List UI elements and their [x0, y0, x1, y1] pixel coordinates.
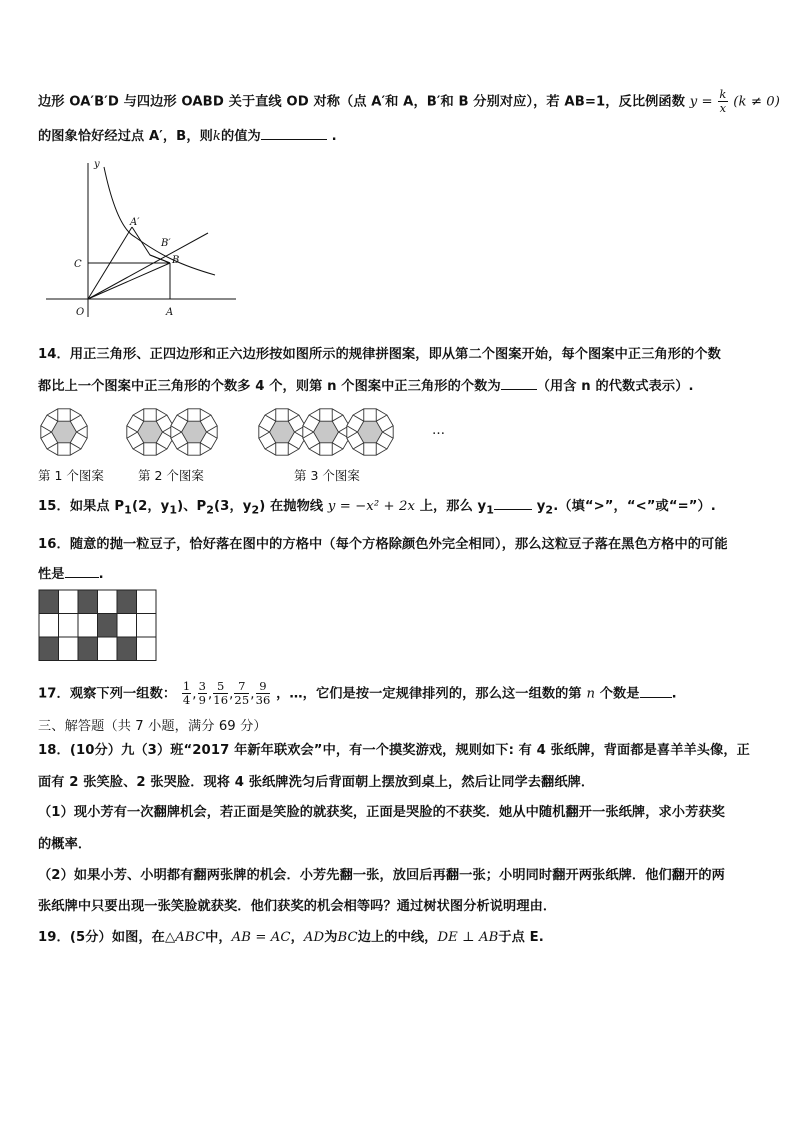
sequence-fraction: $\frac{3}{9}$: [198, 679, 206, 707]
fn-lhs: y =: [689, 94, 713, 110]
grid-cell-white: [137, 614, 157, 638]
parabola-formula: y = −x² + 2x: [327, 499, 415, 514]
caption-pattern-2: 第 2 个图案: [138, 468, 204, 483]
label-C: C: [74, 259, 82, 270]
answer-blank[interactable]: [501, 389, 537, 390]
probability-grid: [38, 589, 158, 662]
p15-line: 15．如果点 $P_1(2$，$y_1$)、$P_2(3$，$y_2$) 在抛物线 y = −x² + 2x 上，那么 $y_1$ $y_2$.（填“>”，“<”或“=”）.: [38, 499, 716, 517]
fn-fraction: $\frac{k}{x}$: [719, 87, 727, 115]
sequence-fraction: $\frac{7}{25}$: [234, 679, 250, 707]
grid-cell-white: [59, 637, 79, 661]
pattern-ellipsis: …: [432, 423, 445, 438]
p18-line1: 18．(10分）九（3）班“2017 年新年联欢会”中，有一个摸奖游戏，规则如下: 有 4 张纸牌，背面都是喜羊羊头像，正: [38, 743, 750, 758]
p17-line: 17．观察下列一组数： $\frac{1}{4}$ , $\frac{3}{9}$ , $\frac{5}{16}$ , $\frac{7}{25}$ , $\frac{9}{36}$ ，…，它们是按一定规律排列的，那么这一组数的第 n 个数是 .: [38, 679, 677, 707]
caption-pattern-1: 第 1 个图案: [38, 468, 104, 483]
grid-cell-white: [39, 614, 59, 638]
p19-line: 19．(5分）如图，在△ABC中，AB = AC，AD为BC边上的中线，DE ⊥ AB于点 E.: [38, 930, 544, 945]
line-OD: [88, 233, 208, 299]
grid-cell-black: [39, 590, 59, 614]
answer-blank[interactable]: [640, 697, 672, 698]
grid-cell-white: [78, 614, 98, 638]
grid-cell-white: [137, 590, 157, 614]
segment-B-prime-B: [150, 255, 170, 263]
grid-cell-white: [59, 614, 79, 638]
coordinate-graph: [40, 155, 240, 325]
p18-line4: 的概率．: [38, 837, 92, 852]
grid-cell-black: [117, 637, 137, 661]
grid-cell-white: [137, 637, 157, 661]
label-y: y: [94, 159, 100, 170]
section-header: 三、解答题（共 7 小题，满分 69 分）: [38, 719, 267, 734]
grid-cell-black: [39, 637, 59, 661]
p13-line2: 的图象恰好经过点 A′，B，则k的值为 .: [38, 129, 337, 144]
grid-cell-white: [59, 590, 79, 614]
sequence-fraction: $\frac{9}{36}$: [255, 679, 271, 707]
p18-line5: （2）如果小芳、小明都有翻两张牌的机会．小芳先翻一张，放回后再翻一张；小明同时翻开两张纸牌．他们翻开的两: [38, 868, 725, 883]
label-B-prime: B′: [161, 238, 171, 249]
sequence-fraction: $\frac{1}{4}$: [182, 679, 191, 707]
answer-blank[interactable]: [65, 577, 99, 578]
p14-line1: 14．用正三角形、正四边形和正六边形按如图所示的规律拼图案，即从第二个图案开始，每个图案中正三角形的个数: [38, 347, 721, 362]
p18-line2: 面有 2 张笑脸、2 张哭脸．现将 4 张纸牌洗匀后背面朝上摆放到桌上，然后让同学去翻纸牌．: [38, 775, 595, 790]
p16-line1: 16．随意的抛一粒豆子，恰好落在图中的方格中（每个方格除颜色外完全相同），那么这粒豆子落在黑色方格中的可能: [38, 537, 728, 552]
grid-cell-black: [117, 590, 137, 614]
grid-cell-white: [98, 637, 118, 661]
p18-line3: （1）现小芳有一次翻牌机会，若正面是笑脸的就获奖，正面是哭脸的不获奖．她从中随机翻开一张纸牌，求小芳获奖: [38, 805, 725, 820]
tiling-patterns: [38, 400, 478, 466]
grid-cell-white: [117, 614, 137, 638]
grid-cell-white: [98, 590, 118, 614]
p18-line6: 张纸牌中只要出现一张笑脸就获奖．他们获奖的机会相等吗？通过树状图分析说明理由．: [38, 899, 557, 914]
segment-OB: [88, 263, 170, 299]
label-B: B: [172, 255, 180, 266]
answer-blank[interactable]: [494, 509, 532, 510]
label-A-prime: A′: [130, 217, 140, 228]
answer-blank[interactable]: [261, 139, 327, 140]
p16-line2: 性是 .: [38, 567, 104, 582]
caption-pattern-3: 第 3 个图案: [294, 468, 360, 483]
label-A: A: [166, 307, 174, 318]
p14-line2: 都比上一个图案中正三角形的个数多 4 个，则第 n 个图案中正三角形的个数为 （用含 n 的代数式表示）.: [38, 379, 694, 394]
grid-cell-black: [78, 590, 98, 614]
grid-cell-black: [98, 614, 118, 638]
fraction-sequence: $\frac{1}{4}$ , $\frac{3}{9}$ , $\frac{5}{16}$ , $\frac{7}{25}$ , $\frac{9}{36}$: [182, 679, 271, 707]
label-O: O: [76, 307, 85, 318]
sequence-fraction: $\frac{5}{16}$: [213, 679, 229, 707]
fn-condition: (k ≠ 0): [733, 94, 781, 110]
p13-line1: 边形 OA′B′D 与四边形 OABD 关于直线 OD 对称（点 A′和 A，B′和 B 分别对应），若 AB=1，反比例函数 y = $\frac{k}{x}$ (k ≠ 0): [38, 87, 781, 115]
grid-cell-black: [78, 637, 98, 661]
